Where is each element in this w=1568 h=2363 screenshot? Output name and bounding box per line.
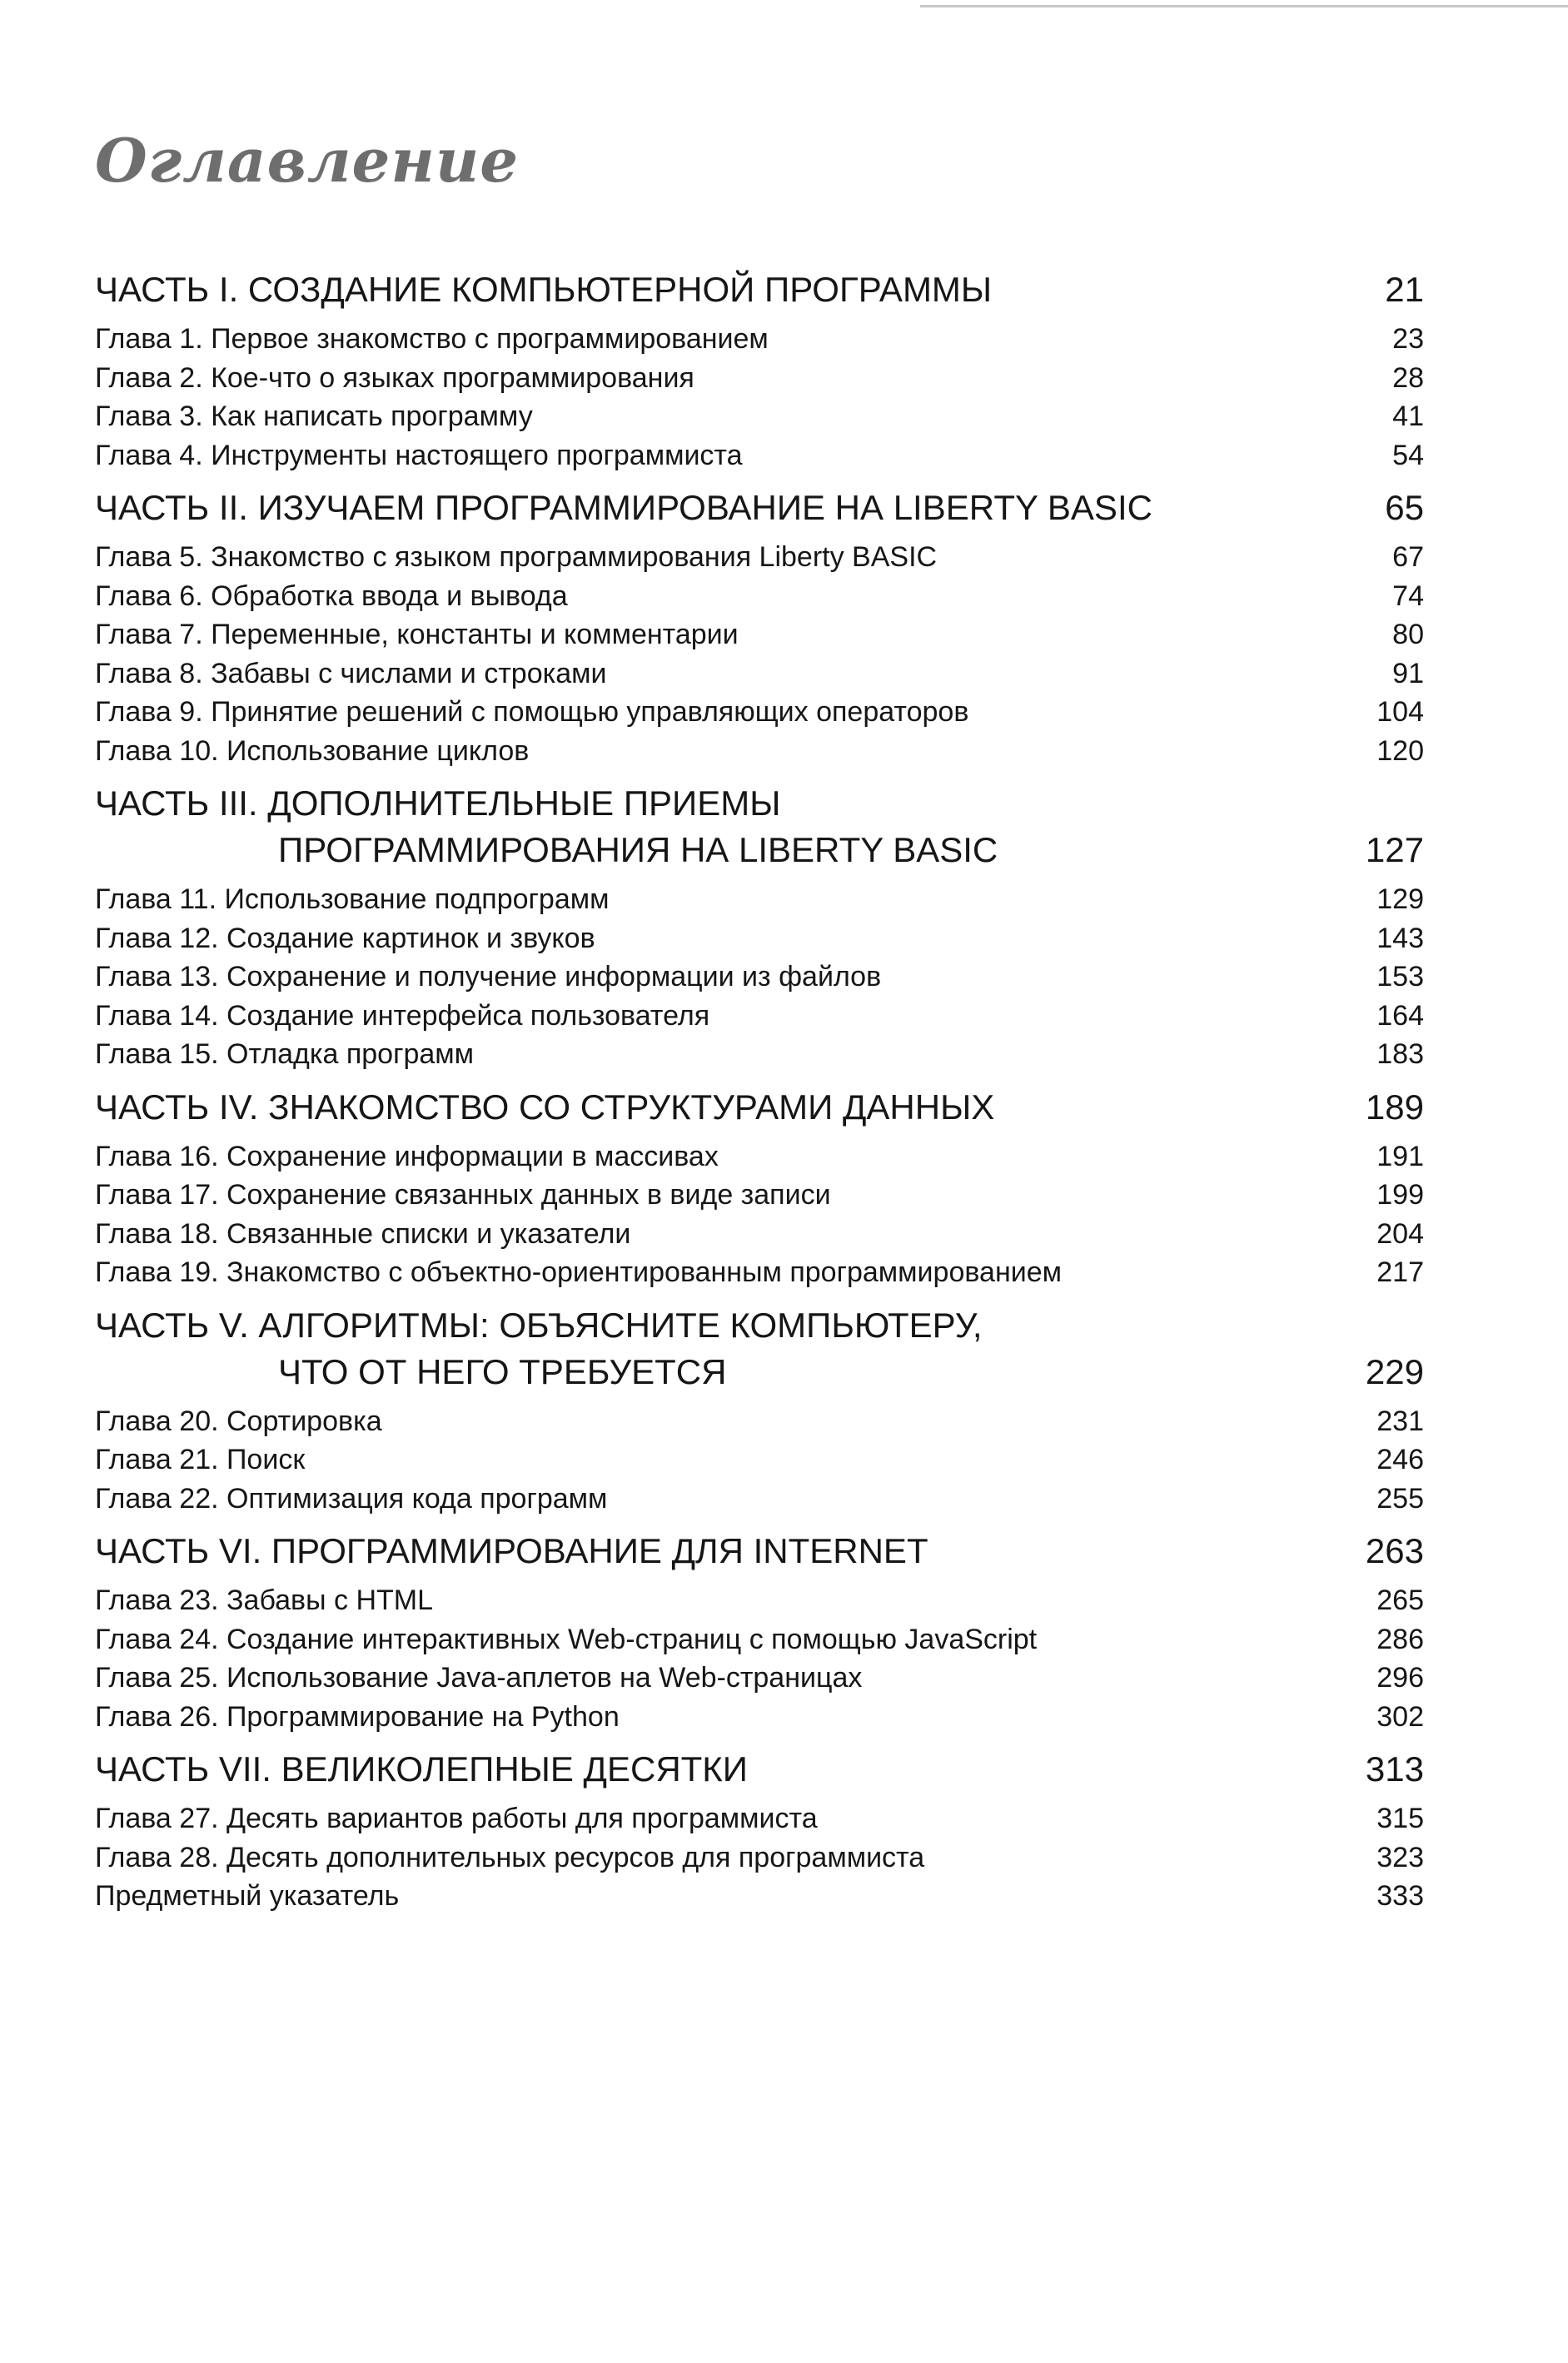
chapter-title: Глава 24. Создание интерактивных Web-страниц с помощью JavaScript [95,1623,1038,1655]
chapter-page-number: 265 [1376,1584,1424,1616]
chapter-title: Глава 27. Десять вариантов работы для программиста [95,1803,818,1834]
top-rule [920,5,1568,7]
chapter-title: Глава 19. Знакомство с объектно-ориентированным программированием [95,1256,1062,1288]
chapter-title: Глава 12. Создание картинок и звуков [95,922,595,954]
part-title [95,1084,994,1131]
chapter-page-number: 74 [1392,580,1424,612]
page-title: Оглавление [95,125,520,196]
part-title-line: ЧАСТЬ III. ДОПОЛНИТЕЛЬНЫЕ ПРИЕМЫ [95,784,781,823]
part-heading[interactable] [95,780,1424,873]
chapter-page-number: 120 [1376,734,1424,767]
chapter-entry[interactable] [95,958,1424,997]
chapter-title: Глава 4. Инструменты настоящего программиста [95,439,743,471]
chapter-page-number: 23 [1392,323,1424,355]
part-page-number: 229 [1365,1351,1424,1391]
chapter-title: Глава 16. Сохранение информации в массивах [95,1140,719,1172]
chapter-page-number: 255 [1376,1482,1424,1515]
part-title-line: ЧАСТЬ I. СОЗДАНИЕ КОМПЬЮТЕРНОЙ ПРОГРАММЫ [95,270,993,309]
chapter-title: Глава 28. Десять дополнительных ресурсов для программиста [95,1841,925,1873]
part-title [95,1528,928,1575]
part-heading[interactable] [95,485,1424,531]
part-page-number: 313 [1365,1749,1424,1788]
chapter-entry[interactable] [95,880,1424,919]
part-title-line: ЧАСТЬ VI. ПРОГРАММИРОВАНИЕ ДЛЯ INTERNET [95,1531,928,1570]
chapter-title: Глава 26. Программирование на Python [95,1700,620,1733]
chapter-page-number: 129 [1376,883,1424,915]
chapter-entry[interactable] [95,1215,1424,1254]
chapter-entry[interactable] [95,577,1424,616]
chapter-title: Глава 13. Сохранение и получение информации из файлов [95,961,882,992]
chapter-entry[interactable] [95,654,1424,694]
chapter-entry[interactable] [95,1581,1424,1620]
part-page-number: 263 [1365,1531,1424,1570]
chapter-title: Глава 14. Создание интерфейса пользователя [95,999,710,1032]
chapter-title: Глава 1. Первое знакомство с программированием [95,323,769,355]
chapter-page-number: 80 [1392,619,1424,650]
chapter-entry[interactable] [95,1877,1424,1916]
part-title-line: ЧАСТЬ V. АЛГОРИТМЫ: ОБЪЯСНИТЕ КОМПЬЮТЕРУ, [95,1305,983,1345]
part-title-line: ЧТО ОТ НЕГО ТРЕБУЕТСЯ [278,1351,727,1391]
chapter-page-number: 67 [1392,541,1424,573]
part-heading[interactable] [95,1746,1424,1793]
chapter-page-number: 323 [1376,1841,1424,1873]
chapter-title: Глава 21. Поиск [95,1444,306,1475]
part-heading[interactable] [95,266,1424,313]
chapter-page-number: 143 [1376,922,1424,954]
chapter-page-number: 246 [1376,1444,1424,1475]
chapter-entry[interactable] [95,997,1424,1036]
chapter-entry[interactable] [95,1253,1424,1292]
part-page-number: 189 [1365,1087,1424,1127]
chapter-title: Глава 2. Кое-что о языках программирования [95,361,694,394]
chapter-page-number: 164 [1376,999,1424,1032]
chapter-title: Глава 15. Отладка программ [95,1038,475,1070]
chapter-entry[interactable] [95,1137,1424,1177]
chapter-title: Глава 23. Забавы с HTML [95,1584,433,1616]
part-page-number: 65 [1385,488,1424,527]
chapter-page-number: 231 [1376,1405,1424,1437]
chapter-title: Глава 22. Оптимизация кода программ [95,1482,608,1515]
chapter-page-number: 183 [1376,1038,1424,1070]
part-page-number: 127 [1365,830,1424,869]
chapter-entry[interactable] [95,615,1424,654]
chapter-entry[interactable] [95,1440,1424,1480]
chapter-title: Предметный указатель [95,1880,400,1912]
chapter-entry[interactable] [95,397,1424,436]
chapter-title: Глава 9. Принятие решений с помощью управляющих операторов [95,696,969,728]
chapter-entry[interactable] [95,1799,1424,1838]
chapter-title: Глава 6. Обработка ввода и вывода [95,580,568,612]
chapter-title: Глава 5. Знакомство с языком программирования Liberty BASIC [95,541,938,573]
part-title [95,780,998,873]
chapter-page-number: 204 [1376,1217,1424,1250]
chapter-page-number: 333 [1376,1880,1424,1912]
chapter-entry[interactable] [95,1402,1424,1441]
chapter-entry[interactable] [95,1176,1424,1215]
chapter-title: Глава 20. Сортировка [95,1405,382,1437]
part-title [95,485,1152,531]
chapter-title: Глава 18. Связанные списки и указатели [95,1217,631,1250]
table-of-contents [95,266,1424,1916]
part-heading[interactable] [95,1302,1424,1395]
chapter-title: Глава 7. Переменные, константы и комментарии [95,619,739,650]
chapter-page-number: 296 [1376,1662,1424,1694]
chapter-page-number: 286 [1376,1623,1424,1655]
chapter-entry[interactable] [95,1659,1424,1698]
chapter-title: Глава 8. Забавы с числами и строками [95,657,607,689]
chapter-entry[interactable] [95,693,1424,732]
chapter-page-number: 217 [1376,1256,1424,1288]
chapter-entry[interactable] [95,359,1424,398]
chapter-page-number: 54 [1392,439,1424,471]
part-title [95,1746,748,1793]
part-title [95,1302,983,1395]
chapter-title: Глава 10. Использование циклов [95,734,530,767]
chapter-title: Глава 17. Сохранение связанных данных в виде записи [95,1179,831,1211]
part-title-line: ЧАСТЬ IV. ЗНАКОМСТВО СО СТРУКТУРАМИ ДАННЫХ [95,1087,995,1127]
chapter-entry[interactable] [95,1035,1424,1074]
chapter-title: Глава 3. Как написать программу [95,400,533,432]
chapter-entry[interactable] [95,320,1424,359]
part-heading[interactable] [95,1528,1424,1575]
chapter-page-number: 91 [1392,657,1424,689]
chapter-entry[interactable] [95,538,1424,577]
chapter-page-number: 41 [1392,400,1424,432]
chapter-page-number: 104 [1376,696,1424,728]
chapter-entry[interactable] [95,1620,1424,1659]
part-heading[interactable] [95,1084,1424,1131]
chapter-page-number: 302 [1376,1700,1424,1733]
chapter-page-number: 191 [1376,1140,1424,1172]
chapter-entry[interactable] [95,919,1424,958]
chapter-entry[interactable] [95,1838,1424,1878]
chapter-entry[interactable] [95,436,1424,475]
chapter-entry[interactable] [95,1698,1424,1737]
chapter-page-number: 28 [1392,361,1424,394]
chapter-title: Глава 25. Использование Java-аплетов на Web-страницах [95,1662,863,1694]
chapter-entry[interactable] [95,732,1424,771]
chapter-entry[interactable] [95,1480,1424,1519]
part-title [95,266,992,313]
chapter-page-number: 315 [1376,1803,1424,1834]
chapter-title: Глава 11. Использование подпрограмм [95,883,610,915]
part-title-line: ЧАСТЬ VII. ВЕЛИКОЛЕПНЫЕ ДЕСЯТКИ [95,1749,748,1788]
part-title-line: ЧАСТЬ II. ИЗУЧАЕМ ПРОГРАММИРОВАНИЕ НА LIBERTY BASIC [95,488,1152,527]
chapter-page-number: 199 [1376,1179,1424,1211]
part-page-number: 21 [1385,270,1424,309]
part-title-line: ПРОГРАММИРОВАНИЯ НА LIBERTY BASIC [278,830,998,869]
chapter-page-number: 153 [1376,961,1424,992]
